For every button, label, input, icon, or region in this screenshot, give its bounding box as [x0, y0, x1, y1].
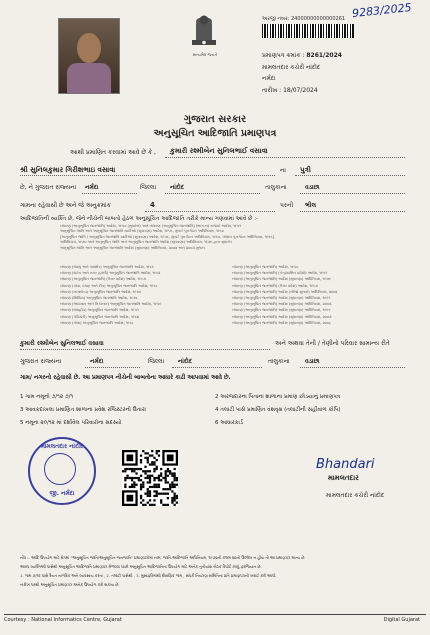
document-item: 4 તલાટી પાસે પ્રમાણિત વંશવૃક્ષ (તલાટીની સહીવાળ કોપિ) [215, 407, 341, 413]
order-item: બંધારણ (અનુસૂચિત જનજાતિ) (ઉત્તર પ્રદેશ) આદેશ, ૧૯૬૭ [60, 277, 146, 282]
order-item: બંધારણ (અનુસૂચિત જનજાતિ) આદેશ (સુધારણા) અધિનિયમ, ૨૦૦૭ [232, 314, 332, 319]
order-item: બંધારણ (અનુસૂચિત જનજાતિ) આદેશ (સુધારણા) અધિનિયમ, ૨૦૦૮ [232, 320, 331, 325]
caste-value: ભીલ [305, 202, 317, 209]
document-item: 2 અરજદારના પિતાના શાળાના પ્રમાણ છોડયાનું પ્રમાણપત્ર [215, 394, 341, 400]
order-item: બંધારણ (નાગાલેન્ડ) અનુસૂચિત જનજાતિ આદેશ, ૧૯૭૦ [60, 289, 142, 294]
schedule-line: અનુસૂચિત જાતિ અને અનુસૂચિત જનજાતિ આદેશ (સુધારણા) અધિનિયમ, ૨૦૦૨ અને ૨૦૦૩ મુજબ [60, 245, 205, 250]
order-item: બંધારણ (અનુસૂચિત જનજાતિ) આદેશ (સુધારણા) અધિનિયમ, ૧૯૯૧ [232, 296, 331, 301]
certificate-no-label: પ્રમાણપત્ર ક્રમાંક : [262, 52, 305, 59]
applicant-name-repeat: કુમારી રશ્મીબેન સુનિલભાઈ વસાવા [20, 340, 104, 347]
order-item: બંધારણ (અંદામાન અને નિકોબાર) અનુસૂચિત જનજાતિ આદેશ, ૧૯૫૯ [60, 302, 162, 307]
order-item: બંધારણ (અનુસૂચિત જનજાતિ) આદેશ (સુધારણા) અધિનિયમ, ૧૯૭૬ [232, 277, 331, 282]
relation-value: પુત્રી [300, 166, 311, 174]
order-item: બંધારણ (ગોવા, દમણ અને દીવ) અનુસૂચિત જનજાતિ આદેશ, ૧૯૬૮ [60, 283, 158, 288]
issuing-place: નર્મદા [262, 75, 276, 82]
order-item: બંધારણ (અનુસૂચિત જનજાતિ) (ઉત્તર પ્રદેશ) આદેશ, ૧૯૬૭ [232, 283, 318, 288]
footnote: તારીખ પરથી અનુસૂચિત પ્રમાણપત્ર અનેક ઉપયોગ કરી શકાય છે. [20, 582, 120, 587]
order-item: બંધારણ (અનુસૂચિત જનજાતિ) (કેન્દ્રશાસિત પ્રદેશો) આદેશ, ૧૯૫૧ [232, 271, 328, 276]
date-label: તારીખ : [262, 86, 282, 94]
certificate-title: અનુસૂચિત આદિજાતિ પ્રમાણપત્ર [153, 128, 277, 139]
documents-right [215, 391, 341, 430]
order-item: બંધારણ (જમ્મુ અને કાશ્મીર) અનુસૂચિત જનજાતિ આદેશ, ૧૯૮૯ [60, 265, 154, 269]
issuing-office: મામલતદાર કચેરી નાંદોદ [262, 63, 321, 71]
seal-bottom-text: જી. નર્મદા [49, 490, 75, 497]
state-text: છે, ને ગુજરાત રાજ્યના [20, 184, 77, 191]
applicant-name: કુમારી રશ્મીબેન સુનિલભાઈ વસાવા [170, 147, 268, 155]
document-item: 5 નમૂના ૨૦/૧૨ માં દર્શાવેલ પરિવારોના સદસ્યો [20, 420, 122, 426]
order-item: બંધારણ (સિક્કિમ) અનુસૂચિત જનજાતિ આદેશ, ૧૯૭૮ [60, 296, 138, 301]
certificate-meta [262, 50, 422, 96]
footer-brand: Digital Gujarat [383, 617, 420, 623]
village-text: ગામના રહેવાસી છે અને જે અનુક્રમાંક [20, 202, 111, 209]
applicant-photo [58, 18, 120, 94]
father-name: શ્રી સુનિલકુમાર ગિરીશભાઇ વસાવા [20, 166, 116, 174]
schedule-line: અનુસૂચિત જાતિ અને અનુસૂચિત જનજાતિ યાદીઓ (સુધારણા) આદેશ, ૧૯૫૬, મુંબઈ પુનર્ગઠન અધિનિયમ, ૧૯૬૦ [60, 229, 224, 234]
tribe-line: આદિજાતિની વ્યક્તિ છે, જેને નીચેની બાબતો હેઠળ અનુસૂચિત આદિજાતિ તરીકે માન્ય ગણવામાં આવે છે :- [20, 216, 259, 222]
order-item: બંધારણ (ગોવા) અનુસૂચિત જનજાતિ આદેશ, ૧૯૬૮ [60, 320, 134, 325]
footnotes [20, 553, 305, 589]
footnote: 1. ગામ ૭/૧૨ પાસે રૈયત નાગરિક અને વ્યવસાય કરતા , 2. તલાટી પાસેથી , 3. મુસાફરિમાંથી શૈક્ષણિક ગામ , સંપર્ક નિયંત્રણ સમિતિના પ્રતિ પ્રમાણપત્રની ખરાઈ કરી આપો. [20, 573, 277, 578]
order-item: બંધારણ (અનુસૂચિત જનજાતિ) આદેશ (સુધારણા) અધિનિયમ, ૧૯૯૬ [232, 308, 331, 313]
taluka-label-2: તાલુકાના [268, 358, 290, 365]
relation-label: ના [280, 167, 286, 174]
state-label: ગુજરાત રાજ્યના [20, 358, 62, 365]
application-number: અરજી નંબર: 24000000000000261 [262, 16, 346, 22]
documents-left [20, 391, 146, 430]
handwritten-note: 9283/2025 [351, 0, 413, 21]
schedule-list [60, 224, 274, 251]
schedule-line: બંધારણ (અનુસૂચિત જનજાતિ) આદેશ, ૧૯૫૦ (સુધારેલ) અને બંધારણ (અનુસૂચિત જનજાતિ) (ભાગ-બ) રાજ્યો આદેશ, ૧૯૫૧ [60, 224, 242, 228]
village-value: વડાછા [305, 184, 320, 191]
taluka-value-2: નાંદોદ [178, 358, 193, 365]
orders-left-column [60, 264, 162, 326]
issue-date: 18/07/2024 [283, 86, 318, 94]
footnote: આરપ વ્યક્તિઓ પાસેથી અનુસૂચિત આદિજાતિ પ્રમાણપત્ર મેળવવા પાછી અનુસૂચિત આદિજાતિના ઉપયોગ માટે અનેક તૃતીયાંશ બેઠક રિપોર્ટ કરવું ફરજિયાત છે. [20, 564, 262, 569]
schedule-serial: 4 [150, 201, 155, 209]
signatory-designation: મામલતદાર [328, 474, 359, 482]
district-value: નર્મદા [85, 184, 99, 191]
family-text: અને અથવા તેની / તેણીનો પરિવાર સામાન્ય રીતે [275, 340, 390, 347]
taluka-value: નાંદોદ [170, 184, 185, 191]
footer-credit: Courtesy : National Informatics Centre, Gujarat [4, 617, 122, 623]
order-item: બંધારણ (અનુસૂચિત જનજાતિ) આદેશ (સુધારણા) અધિનિયમ, ૨૦૦૩ [232, 302, 332, 307]
seal-top-text: મામલતદાર નાંદોદ [40, 443, 84, 450]
emblem-caption: સત્યમેવ જયતે [192, 52, 218, 57]
order-item: બંધારણ (લક્ષદ્વીપ) અનુસૂચિત જનજાતિ આદેશ, ૧૯૫૧ [60, 308, 139, 313]
taluka-label: તાલુકાના [265, 184, 287, 191]
government-title: ગુજરાત સરકાર [183, 114, 247, 125]
village-value-2: વડાછા [305, 358, 320, 365]
district-value-2: નર્મદા [90, 358, 104, 365]
signatory-office: મામલતદાર કચેરી નાંદોદ [326, 492, 385, 499]
footer [4, 614, 426, 623]
order-item: બંધારણ (અનુસૂચિત જનજાતિ) આદેશ, ૧૯૫૦ [232, 265, 299, 269]
district-label: જિલ્લા [140, 184, 157, 191]
national-emblem-icon [188, 8, 220, 52]
document-item: 6 આધારકાર્ડ [215, 420, 243, 426]
caste-label: પરની [280, 202, 294, 209]
footnote: નોંધ :- આદિ ઉપયોગ માટે ક્ષેત્રમાં "અનુસૂચિત જાતિ/અનુસૂચિત જનજાતિ" પ્રમાણપત્રોમાં નામ, જાતિ-આદિજાતિ અધિનિયમ, ૧૯૭૬ની કલમ ૨૦નો ઉલ્લેખ ન હોય તો આ પ્રમાણપત્ર માન્ય છે. [20, 555, 306, 560]
barcode [262, 24, 354, 38]
intro-text: આથી પ્રમાણિત કરવામાં આવે છે કે , [70, 149, 156, 156]
orders-right-column [232, 264, 337, 326]
order-item: બંધારણ (અનુસૂચિત જનજાતિ) આદેશ (બીજો સુધારો) અધિનિયમ, ૨૦૦૨ [232, 289, 338, 294]
order-item: બંધારણ (પોંડિચેરી) અનુસૂચિત જનજાતિ આદેશ, ૧૯૬૪ [60, 314, 139, 319]
signature-scrawl: Bhandari [316, 457, 375, 472]
document-item: 3 આવકદાખલા પ્રમાણિત શાળાના પ્રવેશ રજિસ્ટરનો ઉતારા [20, 407, 147, 413]
official-seal [28, 437, 96, 505]
basis-note: ગામ/ નગરનો રહેવાસી છે. આ પ્રમાણપત્ર નીચેની બાબતોના આધારે કાઢી આપવામાં આવે છે. [20, 375, 231, 381]
document-item: 1 ગામ નમૂનો ૭/૧૨ ૭/૧ [20, 394, 74, 400]
order-item: બંધારણ (દાદરા અને નગર હવેલી) અનુસૂચિત જનજાતિ આદેશ, ૧૯૬૨ [60, 271, 161, 276]
certificate-no: 8261/2024 [306, 52, 342, 59]
qr-code [122, 450, 178, 506]
district-label-2: જિલ્લા [148, 358, 165, 365]
schedule-line: અધિનિયમ, ૧૯૭૦ અને અનુસૂચિત જાતિ અને અનુસૂચિત જનજાતિ આદેશ (સુધારણા) અધિનિયમ, ૧૯૭૬ દ્વારા સુધારેલ [60, 240, 232, 245]
schedule-line: [અનુસૂચિત જાતિ / અનુસૂચિત જનજાતિ યાદીઓ (સુધારણા) આદેશ, ૧૯૫૬, મુંબઈ પુનર્ગઠન અધિનિયમ, ૧૯૬૦, પંજાબ પુનર્ગઠન અધિનિયમ, ૧૯૬૬] [60, 234, 275, 239]
